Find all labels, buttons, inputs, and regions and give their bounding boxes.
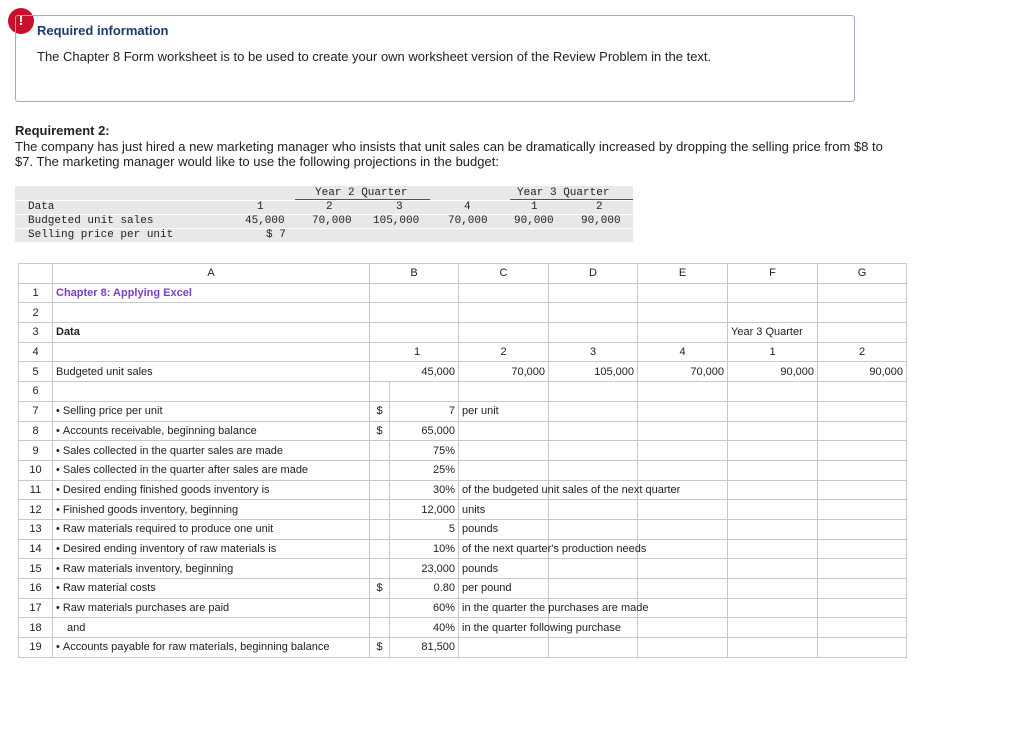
cell[interactable] [549,283,638,303]
item-note[interactable] [459,559,549,579]
unit-sales-label: Budgeted unit sales [28,215,154,227]
requirement-title: Requirement 2: [15,123,110,138]
cell[interactable] [818,480,907,500]
item-value[interactable]: 30% [390,480,459,500]
item-note[interactable] [459,460,549,480]
year2-underline [295,199,430,200]
item-value[interactable]: 75% [390,441,459,461]
cell[interactable] [638,323,728,343]
info-title: Required information [37,23,169,38]
unit-sales-cell[interactable]: 90,000 [728,362,818,382]
bullet: • [56,641,60,654]
item-value[interactable]: 60% [390,598,459,618]
unit-sales-cell[interactable]: 70,000 [459,362,549,382]
item-label[interactable] [53,539,370,559]
cell[interactable] [549,303,638,323]
year3-quarter-label[interactable]: Year 3 Quarter [728,323,818,343]
table-row [19,480,907,500]
item-note[interactable] [459,500,549,520]
cell[interactable] [818,598,907,618]
row-number[interactable]: 12 [19,500,53,520]
quarter-num: 1 [531,201,538,213]
cell[interactable] [549,401,638,421]
column-header-row [19,264,907,284]
unit-sales-value: 70,000 [448,215,488,227]
cell[interactable] [638,303,728,323]
item-note-text: per pound [462,582,512,595]
item-value[interactable]: 65,000 [390,421,459,441]
cell[interactable] [818,421,907,441]
dollar-sign[interactable]: $ [370,401,390,421]
item-value[interactable]: 81,500 [390,638,459,658]
column-header[interactable]: A [53,264,370,284]
table-row [19,362,907,382]
bullet: • [56,405,60,418]
cell[interactable] [53,382,370,402]
item-label-text: Sales collected in the quarter sales are made [62,444,283,457]
item-value[interactable]: 23,000 [390,559,459,579]
cell[interactable] [638,401,728,421]
table-row [19,519,907,539]
cell[interactable] [370,283,459,303]
cell[interactable] [390,382,459,402]
cell[interactable] [728,480,818,500]
cell[interactable] [459,303,549,323]
cell[interactable] [818,303,907,323]
table-row [19,539,907,559]
item-value[interactable]: 12,000 [390,500,459,520]
cell[interactable] [728,441,818,461]
cell[interactable] [638,579,728,599]
unit-sales-value: 90,000 [514,215,554,227]
item-label[interactable] [53,598,370,618]
cell[interactable] [459,382,549,402]
row-number[interactable]: 15 [19,559,53,579]
dollar-sign[interactable]: $ [370,579,390,599]
cell[interactable] [370,323,459,343]
item-note[interactable] [459,618,621,638]
quarter-num: 1 [257,201,264,213]
item-label-text: Selling price per unit [62,405,163,418]
item-label[interactable] [53,559,370,579]
item-label[interactable] [53,480,370,500]
cell[interactable] [638,382,728,402]
item-label-text: Raw materials inventory, beginning [62,562,234,575]
column-header[interactable]: G [818,264,907,284]
column-header[interactable]: B [370,264,459,284]
column-header[interactable]: C [459,264,549,284]
item-label-text: Sales collected in the quarter after sales are made [62,464,309,477]
data-label: Data [28,201,55,213]
item-label-text: Desired ending finished goods inventory is [62,483,270,496]
item-note[interactable] [459,421,549,441]
item-label-text: Desired ending inventory of raw materials is [62,542,277,555]
cell[interactable] [728,579,818,599]
cell[interactable] [370,519,390,539]
cell[interactable] [549,579,638,599]
cell[interactable] [818,382,907,402]
cell[interactable] [728,559,818,579]
table-row [19,401,907,421]
sheet-title[interactable]: Chapter 8: Applying Excel [53,283,370,303]
item-label-text: Finished goods inventory, beginning [62,503,239,516]
unit-sales-label[interactable]: Budgeted unit sales [53,362,370,382]
item-label[interactable] [53,421,370,441]
cell[interactable] [549,519,638,539]
year3-underline [510,199,633,200]
item-label[interactable] [53,579,370,599]
cell[interactable] [370,460,390,480]
cell[interactable] [370,480,390,500]
table-row [19,460,907,480]
row-number[interactable]: 17 [19,598,53,618]
cell[interactable] [549,382,638,402]
bullet: • [56,562,60,575]
row-number[interactable]: 4 [19,342,53,362]
item-note-text: pounds [462,523,499,536]
row-number[interactable]: 14 [19,539,53,559]
column-header[interactable]: D [549,264,638,284]
cell[interactable] [638,598,728,618]
year2-header: Year 2 Quarter [315,187,408,199]
row-number[interactable]: 10 [19,460,53,480]
cell[interactable] [549,441,638,461]
item-label-text: Accounts payable for raw materials, beginning balance [62,641,330,654]
item-note-text: in the quarter the purchases are made [462,602,649,615]
table-row [19,638,907,658]
item-note[interactable] [459,598,649,618]
cell[interactable] [728,519,818,539]
cell[interactable] [638,618,728,638]
corner-cell [19,264,53,284]
quarter-num-cell[interactable]: 2 [459,342,549,362]
item-label-text: Accounts receivable, beginning balance [62,424,257,437]
cell[interactable] [370,559,390,579]
bullet: • [56,424,60,437]
cell[interactable] [818,441,907,461]
row-number[interactable]: 5 [19,362,53,382]
quarter-num: 4 [464,201,471,213]
cell[interactable] [818,283,907,303]
cell[interactable] [549,421,638,441]
item-note[interactable] [459,579,549,599]
item-label[interactable] [53,460,370,480]
cell[interactable] [549,500,638,520]
item-note[interactable] [459,441,549,461]
row-number[interactable]: 2 [19,303,53,323]
cell[interactable] [818,539,907,559]
cell[interactable] [728,460,818,480]
row-number[interactable]: 16 [19,579,53,599]
item-label[interactable] [53,500,370,520]
cell[interactable] [549,460,638,480]
bullet: • [56,523,60,536]
item-note[interactable] [459,539,647,559]
cell[interactable] [818,519,907,539]
item-value[interactable]: 25% [390,460,459,480]
data-label[interactable]: Data [53,323,370,343]
cell[interactable] [638,500,728,520]
item-label[interactable] [53,519,370,539]
item-label[interactable] [53,401,370,421]
table-row [19,323,907,343]
unit-sales-value: 70,000 [312,215,352,227]
table-row [19,579,907,599]
item-note-text: per unit [462,405,499,418]
row-number[interactable]: 13 [19,519,53,539]
table-row [19,598,907,618]
cell[interactable] [728,401,818,421]
table-row [19,382,907,402]
cell[interactable] [370,500,390,520]
projection-table [15,186,633,242]
row-number[interactable]: 6 [19,382,53,402]
unit-sales-cell[interactable]: 70,000 [638,362,728,382]
cell[interactable] [638,638,728,658]
cell[interactable] [818,460,907,480]
item-note-text: of the next quarter's production needs [462,542,647,555]
cell[interactable] [818,401,907,421]
quarter-num-cell[interactable]: 1 [728,342,818,362]
unit-sales-value: 90,000 [581,215,621,227]
table-row [19,559,907,579]
cell[interactable] [370,303,459,323]
quarter-num: 2 [596,201,603,213]
item-label[interactable] [53,441,370,461]
cell[interactable] [459,283,549,303]
quarter-num-cell[interactable]: 1 [370,342,459,362]
cell[interactable] [370,618,390,638]
cell[interactable] [370,382,390,402]
cell[interactable] [638,559,728,579]
item-label[interactable]: and [53,618,370,638]
item-note[interactable] [459,519,549,539]
cell[interactable] [459,323,549,343]
cell[interactable] [728,421,818,441]
cell[interactable] [549,638,638,658]
cell[interactable] [728,539,818,559]
table-row [19,421,907,441]
cell[interactable] [728,500,818,520]
item-note-text: pounds [462,562,499,575]
row-number[interactable]: 7 [19,401,53,421]
cell[interactable] [53,303,370,323]
unit-sales-value: 45,000 [245,215,285,227]
bullet: • [56,444,60,457]
cell[interactable] [818,579,907,599]
quarter-num-cell[interactable]: 3 [549,342,638,362]
cell[interactable] [818,323,907,343]
cell[interactable] [638,519,728,539]
dollar-sign[interactable]: $ [370,421,390,441]
cell[interactable] [728,638,818,658]
item-value[interactable]: 5 [390,519,459,539]
table-row [19,303,907,323]
cell[interactable] [728,618,818,638]
item-note[interactable] [459,401,549,421]
unit-sales-value: 105,000 [373,215,420,227]
quarter-num-cell[interactable]: 2 [818,342,907,362]
cell[interactable] [818,638,907,658]
column-header[interactable]: F [728,264,818,284]
item-label[interactable] [53,638,370,658]
cell[interactable] [728,598,818,618]
item-label-text: Raw material costs [62,582,156,595]
column-header[interactable]: E [638,264,728,284]
item-value[interactable]: 40% [390,618,459,638]
cell[interactable] [728,283,818,303]
row-number[interactable]: 3 [19,323,53,343]
cell[interactable] [728,382,818,402]
quarter-num-cell[interactable]: 4 [638,342,728,362]
item-note-text: in the quarter following purchase [462,621,621,634]
item-note[interactable] [459,638,549,658]
dollar-sign[interactable]: $ [370,638,390,658]
table-row [19,342,907,362]
table-row [19,618,907,638]
bullet: • [56,582,60,595]
cell[interactable] [818,559,907,579]
bullet: • [56,602,60,615]
row-number[interactable]: 19 [19,638,53,658]
price-label: Selling price per unit [28,229,174,241]
item-note[interactable] [459,480,681,500]
bullet: • [56,483,60,496]
alert-icon: ! [8,8,34,34]
cell[interactable] [370,539,390,559]
bullet: • [56,542,60,555]
cell[interactable] [638,441,728,461]
table-row [19,283,907,303]
cell[interactable] [638,421,728,441]
cell[interactable] [638,460,728,480]
row-number[interactable]: 9 [19,441,53,461]
info-text: The Chapter 8 Form worksheet is to be used to create your own worksheet version of the Review Problem in the text. [37,49,712,64]
row-number[interactable]: 8 [19,421,53,441]
row-number[interactable]: 18 [19,618,53,638]
cell[interactable] [728,303,818,323]
table-row [19,500,907,520]
bullet: • [56,503,60,516]
requirement-text: The company has just hired a new marketing manager who insists that unit sales can be dramatically increased by dropping the selling price from $8 to $7. The marketing manager would like to use the following projections in the budget: [15,139,883,169]
item-value[interactable]: 7 [390,401,459,421]
cell[interactable] [53,342,370,362]
cell[interactable] [370,441,390,461]
cell[interactable] [638,283,728,303]
item-label-text: Raw materials purchases are paid [62,602,230,615]
item-label-text: Raw materials required to produce one unit [62,523,274,536]
table-row [19,441,907,461]
cell[interactable] [370,598,390,618]
row-number[interactable]: 11 [19,480,53,500]
cell[interactable] [818,500,907,520]
item-value[interactable]: 0.80 [390,579,459,599]
year3-header: Year 3 Quarter [517,187,610,199]
item-note-text: units [462,503,486,516]
unit-sales-cell[interactable]: 105,000 [549,362,638,382]
item-value[interactable]: 10% [390,539,459,559]
unit-sales-cell[interactable]: 45,000 [370,362,459,382]
cell[interactable] [818,618,907,638]
cell[interactable] [549,559,638,579]
row-number[interactable]: 1 [19,283,53,303]
price-value: $ 7 [266,229,286,241]
bullet: • [56,464,60,477]
item-note-text: of the budgeted unit sales of the next quarter [462,483,681,496]
unit-sales-cell[interactable]: 90,000 [818,362,907,382]
spreadsheet [18,263,907,658]
cell[interactable] [549,323,638,343]
cell[interactable] [638,539,728,559]
quarter-num: 2 [326,201,333,213]
quarter-num: 3 [396,201,403,213]
